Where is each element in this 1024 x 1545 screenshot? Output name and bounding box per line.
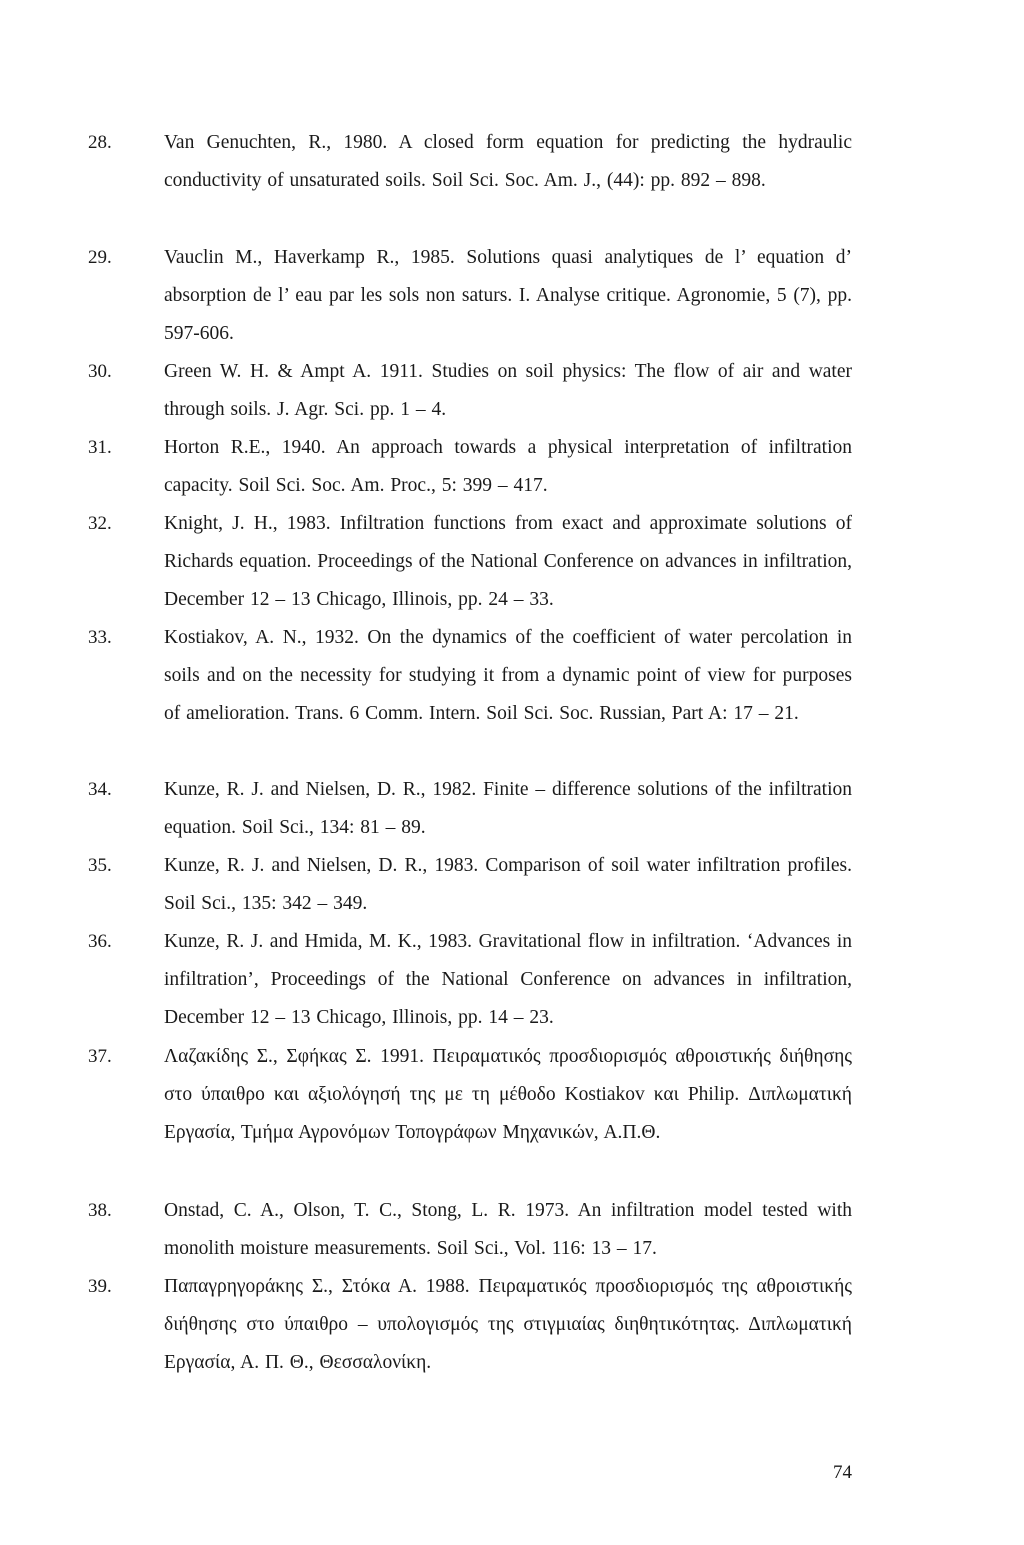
reference-number: 32.	[88, 513, 112, 534]
reference-number: 33.	[88, 627, 112, 648]
reference-number: 30.	[88, 361, 112, 382]
reference-number: 31.	[88, 437, 112, 458]
reference-text: Horton R.E., 1940. An approach towards a physical interpretation of infiltration capacity. Soil Sci. Soc. Am. Proc., 5: 399 – 417.	[164, 437, 852, 496]
reference-number: 39.	[88, 1276, 112, 1297]
reference-text: Kunze, R. J. and Nielsen, D. R., 1982. Finite – difference solutions of the infiltration equation. Soil Sci., 134: 81 – 89.	[164, 779, 852, 838]
reference-number: 35.	[88, 855, 112, 876]
page-number: 74	[833, 1462, 852, 1483]
reference-number: 28.	[88, 132, 112, 153]
reference-text: Onstad, C. A., Olson, T. C., Stong, L. R. 1973. An infiltration model tested with monolith moisture measurements. Soil Sci., Vol. 116: 13 – 17.	[164, 1200, 852, 1259]
reference-number: 36.	[88, 931, 112, 952]
reference-text: Kunze, R. J. and Hmida, M. K., 1983. Gravitational flow in infiltration. ‘Advances in infiltration’, Proceedings of the National Conference on advances in infiltration, December 12 – 13 Chicago, Illinois, pp. 14 – 23.	[164, 931, 852, 1028]
reference-text: Kunze, R. J. and Nielsen, D. R., 1983. Comparison of soil water infiltration profiles. Soil Sci., 135: 342 – 349.	[164, 855, 852, 914]
reference-text: Λαζακίδης Σ., Σφήκας Σ. 1991. Πειραματικός προσδιορισμός αθροιστικής διήθησης στο ύπαιθρο και αξιολόγησή της με τη μέθοδο Kostiakov και Philip. Διπλωματική Εργασία, Τμήμα Αγρονόμων Τοπογράφων Μηχανικών, Α.Π.Θ.	[164, 1046, 852, 1143]
reference-text: Παπαγρηγοράκης Σ., Στόκα Α. 1988. Πειραματικός προσδιορισμός της αθροιστικής διήθησης στο ύπαιθρο – υπολογισμός της στιγμιαίας διηθητικότητας. Διπλωματική Εργασία, Α. Π. Θ., Θεσσαλονίκη.	[164, 1276, 852, 1373]
reference-text: Green W. H. & Ampt A. 1911. Studies on soil physics: The flow of air and water through soils. J. Agr. Sci. pp. 1 – 4.	[164, 361, 852, 420]
reference-number: 29.	[88, 247, 112, 268]
reference-text: Vauclin M., Haverkamp R., 1985. Solutions quasi analytiques de l’ equation d’ absorption de l’ eau par les sols non saturs. I. Analyse critique. Agronomie, 5 (7), pp. 597-606.	[164, 247, 852, 344]
reference-number: 38.	[88, 1200, 112, 1221]
reference-text: Knight, J. H., 1983. Infiltration functions from exact and approximate solutions of Richards equation. Proceedings of the National Conference on advances in infiltration, December 12 – 13 Chicago, Illinois, pp. 24 – 33.	[164, 513, 852, 610]
reference-text: Kostiakov, A. N., 1932. On the dynamics of the coefficient of water percolation in soils and on the necessity for studying it from a dynamic point of view for purposes of amelioration. Trans. 6 Comm. Intern. Soil Sci. Soc. Russian, Part A: 17 – 21.	[164, 627, 852, 724]
reference-text: Van Genuchten, R., 1980. A closed form equation for predicting the hydraulic conductivity of unsaturated soils. Soil Sci. Soc. Am. J., (44): pp. 892 – 898.	[164, 132, 852, 191]
reference-number: 37.	[88, 1046, 112, 1067]
reference-number: 34.	[88, 779, 112, 800]
